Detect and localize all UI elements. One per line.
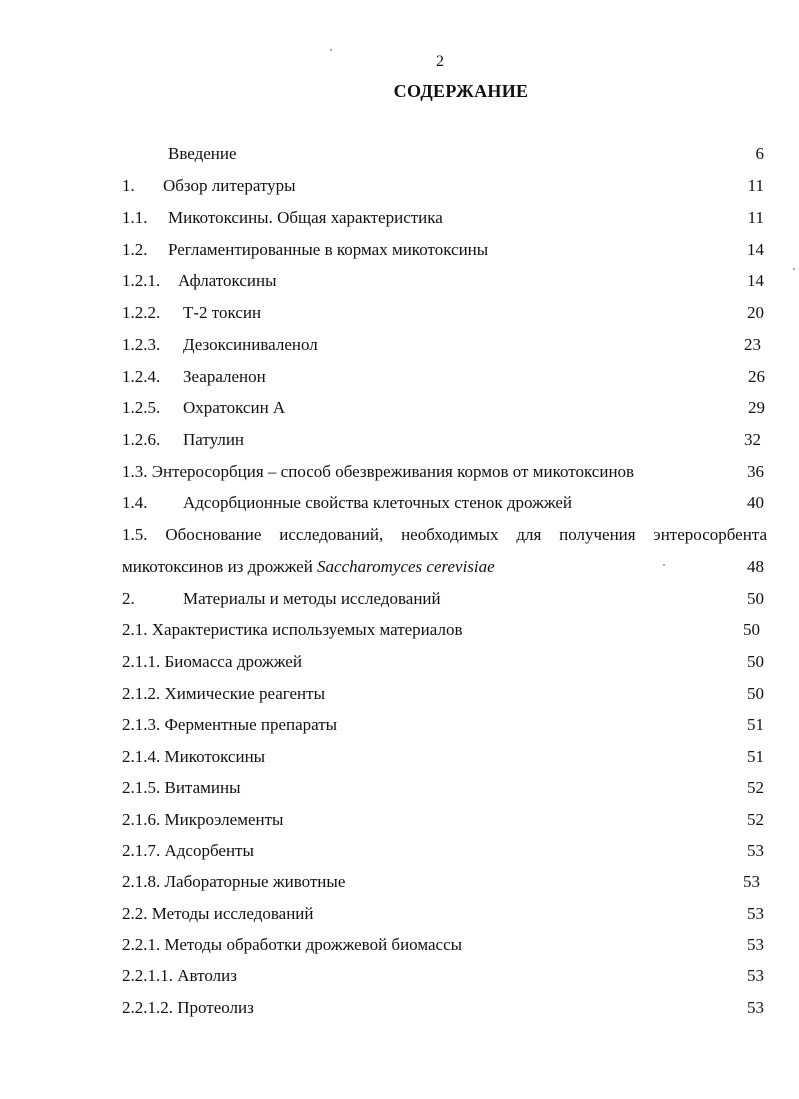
toc-entry-text: 2.1.4. Микотоксины	[122, 747, 266, 766]
toc-entry-text: Адсорбционные свойства клеточных стенок дрожжей	[183, 493, 572, 512]
toc-entry-number: 1.2.2.	[122, 303, 161, 322]
toc-entry-page: 50	[747, 589, 764, 608]
toc-entry-text: Регламентированные в кормах микотоксины	[168, 240, 489, 259]
toc-entry-page: 50	[747, 684, 764, 703]
toc-entry-text: 2.2. Методы исследований	[122, 904, 314, 923]
toc-entry-page: 29	[748, 398, 765, 417]
toc-entry-number: 1.2.5.	[122, 398, 161, 417]
toc-entry-text: 2.1. Характеристика используемых материалов	[122, 620, 463, 639]
toc-entry-page: 53	[747, 998, 764, 1017]
toc-entry-text: Охратоксин А	[183, 398, 286, 417]
toc-entry-ch1	[122, 174, 764, 198]
toc-entry-page: 50	[747, 652, 764, 671]
toc-entry-text: Зеараленон	[183, 367, 266, 386]
toc-entry-number: 1.2.6.	[122, 430, 161, 449]
page-number: 2	[436, 53, 444, 70]
toc-entry-number: 2.	[122, 589, 135, 608]
toc-entry-page: 50	[743, 620, 760, 639]
toc-entry-s2-1-7	[122, 839, 764, 863]
toc-entry-page: 14	[747, 271, 764, 290]
toc-entry-page: 53	[743, 872, 760, 891]
toc-entry-intro	[122, 142, 764, 166]
toc-entry-page: 26	[748, 367, 765, 386]
toc-entry-text: 1.3. Энтеросорбция – способ обезвреживания кормов от микотоксинов	[122, 462, 635, 481]
toc-entry-s2-2-1	[122, 933, 764, 957]
scan-speck	[330, 49, 332, 51]
toc-entry-page: 53	[747, 935, 764, 954]
toc-entry-page: 11	[747, 176, 764, 195]
toc-entry-number: 1.2.1.	[122, 271, 161, 290]
toc-entry-page: 11	[747, 208, 764, 227]
toc-entry-s1-2-1	[122, 269, 764, 293]
toc-entry-text: Введение	[168, 144, 237, 163]
toc-entry-s1-2	[122, 238, 764, 262]
toc-entry-page: 20	[747, 303, 764, 322]
toc-entry-s1-5-line2	[122, 555, 764, 579]
toc-entry-page: 23	[744, 335, 761, 354]
toc-entry-s1-4	[122, 491, 764, 515]
toc-entry-s1-1	[122, 206, 764, 230]
toc-entry-page: 51	[747, 747, 764, 766]
toc-entry-species-name: Saccharomyces cerevisiae	[317, 557, 495, 576]
toc-entry-s2-1	[122, 618, 764, 642]
toc-entry-s2-2-1-2	[122, 996, 764, 1020]
toc-entry-s1-2-4	[122, 365, 764, 389]
toc-entry-s2-1-4	[122, 745, 764, 769]
toc-entry-text: Обзор литературы	[163, 176, 296, 195]
toc-entry-s2-1-6	[122, 808, 764, 832]
toc-entry-text: 2.2.1.1. Автолиз	[122, 966, 237, 985]
scan-speck	[793, 268, 795, 270]
toc-entry-page: 53	[747, 966, 764, 985]
toc-entry-s2-2	[122, 902, 764, 926]
toc-entry-page: 52	[747, 810, 764, 829]
toc-entry-s1-2-5	[122, 396, 764, 420]
toc-entry-number: 1.4.	[122, 493, 148, 512]
scan-speck	[663, 564, 665, 566]
toc-entry-page: 6	[755, 144, 764, 163]
toc-entry-text: Т-2 токсин	[183, 303, 262, 322]
toc-entry-text: 2.1.7. Адсорбенты	[122, 841, 254, 860]
toc-entry-s2-1-2	[122, 682, 764, 706]
toc-entry-s2-1-1	[122, 650, 764, 674]
toc-entry-number: 1.2.3.	[122, 335, 161, 354]
toc-entry-text: 2.2.1. Методы обработки дрожжевой биомассы	[122, 935, 463, 954]
toc-entry-s1-2-2	[122, 301, 764, 325]
page-title: СОДЕРЖАНИЕ	[393, 81, 529, 101]
toc-entry-s1-2-6	[122, 428, 764, 452]
toc-entry-page: 52	[747, 778, 764, 797]
toc-entry-s1-3	[122, 460, 764, 484]
toc-entry-text: 2.1.2. Химические реагенты	[122, 684, 325, 703]
toc-entry-text: 2.1.1. Биомасса дрожжей	[122, 652, 302, 671]
toc-entry-s2-1-3	[122, 713, 764, 737]
toc-entry-page: 32	[744, 430, 761, 449]
toc-entry-number: 1.1.	[122, 208, 148, 227]
toc-entry-page: 53	[747, 841, 764, 860]
toc-entry-s2-2-1-1	[122, 964, 764, 988]
toc-entry-number: 1.	[122, 176, 135, 195]
toc-entry-text: Материалы и методы исследований	[183, 589, 441, 608]
toc-entry-text: 2.1.5. Витамины	[122, 778, 241, 797]
toc-entry-text: Дезоксиниваленол	[183, 335, 318, 354]
toc-entry-page: 48	[747, 557, 764, 576]
toc-entry-page: 14	[747, 240, 764, 259]
toc-entry-ch2	[122, 587, 764, 611]
toc-entry-number: 1.2.	[122, 240, 148, 259]
toc-entry-text: Афлатоксины	[178, 271, 277, 290]
toc-entry-number: 1.2.4.	[122, 367, 161, 386]
toc-entry-text: Микотоксины. Общая характеристика	[168, 208, 443, 227]
toc-entry-s1-2-3	[122, 333, 764, 357]
toc-entry-s2-1-8	[122, 870, 764, 894]
toc-entry-text: 2.1.3. Ферментные препараты	[122, 715, 338, 734]
toc-entry-page: 51	[747, 715, 764, 734]
toc-entry-page: 36	[747, 462, 764, 481]
toc-entry-s1-5-line1: 1.5. Обоснование исследований, необходимых для получения энтеросорбента	[122, 525, 767, 544]
toc-entry-page: 40	[747, 493, 764, 512]
toc-entry-text: Патулин	[183, 430, 245, 449]
toc-entry-s2-1-5	[122, 776, 764, 800]
toc-entry-text: 2.1.8. Лабораторные животные	[122, 872, 346, 891]
toc-entry-text: 2.2.1.2. Протеолиз	[122, 998, 254, 1017]
toc-entry-text: микотоксинов из дрожжей	[122, 557, 318, 576]
toc-entry-text: 2.1.6. Микроэлементы	[122, 810, 284, 829]
toc-entry-page: 53	[747, 904, 764, 923]
